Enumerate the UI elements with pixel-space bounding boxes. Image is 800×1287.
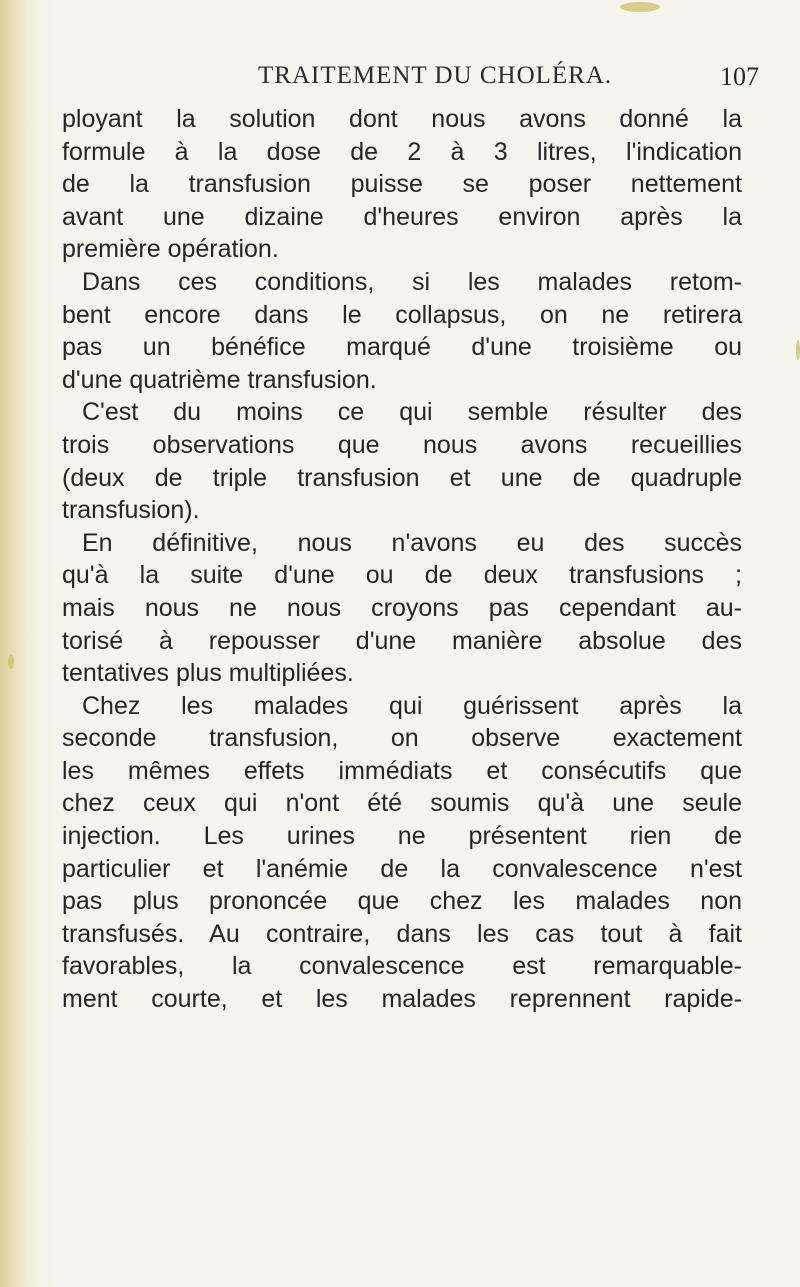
running-title: TRAITEMENT DU CHOLÉRA.: [258, 62, 613, 89]
text-line: pas un bénéfice marqué d'une troisième ou: [62, 333, 742, 362]
paper-stain: [8, 655, 14, 669]
text-line: En définitive, nous n'avons eu des succès: [82, 528, 742, 557]
text-line: transfusion).: [62, 496, 200, 525]
page-gutter-shadow: [0, 0, 30, 1287]
text-line: seconde transfusion, on observe exactement: [62, 724, 742, 753]
text-line: injection. Les urines ne présentent rien de: [62, 822, 742, 851]
text-line: torisé à repousser d'une manière absolue des: [62, 626, 742, 655]
text-line: d'une quatrième transfusion.: [62, 365, 377, 394]
page-number: 107: [720, 62, 759, 91]
text-line: trois observations que nous avons recueillies: [62, 430, 742, 459]
text-line: mais nous ne nous croyons pas cependant au-: [62, 593, 742, 622]
text-line: bent encore dans le collapsus, on ne retirera: [62, 300, 742, 329]
text-line: de la transfusion puisse se poser nettement: [62, 170, 742, 199]
text-line: qu'à la suite d'une ou de deux transfusions ;: [62, 561, 742, 590]
text-line: ployant la solution dont nous avons donné la: [62, 105, 742, 133]
text-line: tentatives plus multipliées.: [62, 659, 354, 688]
text-line: C'est du moins ce qui semble résulter des: [82, 398, 742, 427]
text-line: ment courte, et les malades reprennent rapide-: [62, 985, 742, 1014]
text-line: (deux de triple transfusion et une de quadruple: [62, 463, 742, 492]
paper-stain: [620, 2, 660, 12]
text-line: pas plus prononcée que chez les malades non: [62, 887, 742, 916]
text-line: particulier et l'anémie de la convalescence n'est: [62, 854, 742, 883]
text-line: première opération.: [62, 235, 279, 264]
text-line: avant une dizaine d'heures environ après la: [62, 202, 742, 231]
page-header: [0, 62, 800, 102]
text-line: chez ceux qui n'ont été soumis qu'à une seule: [62, 789, 742, 818]
text-line: favorables, la convalescence est remarquable-: [62, 952, 742, 981]
text-line: Dans ces conditions, si les malades retom-: [82, 267, 742, 296]
text-line: Chez les malades qui guérissent après la: [82, 691, 742, 720]
text-line: les mêmes effets immédiats et consécutifs que: [62, 756, 742, 785]
body-text: [62, 103, 742, 1016]
text-line: transfusés. Au contraire, dans les cas tout à fait: [62, 919, 742, 948]
paper-stain: [796, 340, 800, 360]
text-line: formule à la dose de 2 à 3 litres, l'indication: [62, 137, 742, 166]
